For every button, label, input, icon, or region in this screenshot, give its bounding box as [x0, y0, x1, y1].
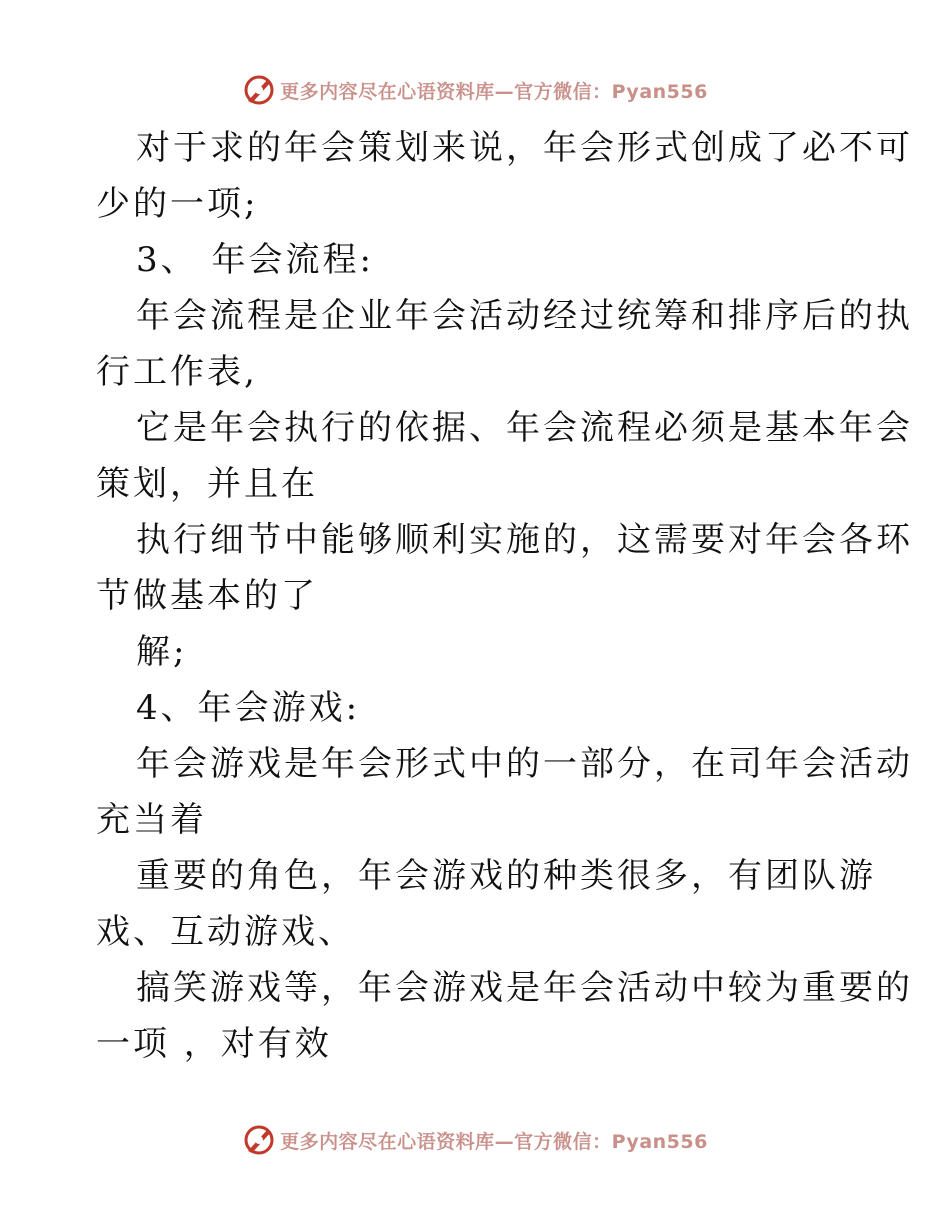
header-banner-text: 更多内容尽在心语资料库—官方微信：Pyan556 [280, 80, 708, 103]
paragraph-line: 行工作表, [96, 352, 258, 392]
section-heading: 3、 年会流程: [136, 240, 374, 280]
paragraph-line: 它是年会执行的依据、年会流程必须是基本年会 [136, 408, 913, 448]
paragraph-line: 年会游戏是年会形式中的一部分，在司年会活动 [136, 744, 913, 784]
paragraph-line: 策划，并且在 [96, 464, 318, 504]
quill-seal-icon [242, 1123, 276, 1157]
paragraph-line: 年会流程是企业年会活动经过统筹和排序后的执 [136, 296, 913, 336]
footer-banner-text: 更多内容尽在心语资料库—官方微信：Pyan556 [280, 1130, 708, 1153]
paragraph-line: 节做基本的了 [96, 576, 318, 616]
document-body [96, 120, 913, 1072]
paragraph-line: 少的一项; [96, 184, 259, 224]
paragraph-line: 解; [136, 632, 188, 672]
paragraph-line: 充当着 [96, 800, 207, 840]
paragraph-line: 执行细节中能够顺利实施的，这需要对年会各环 [136, 520, 913, 560]
paragraph-line: 戏、互动游戏、 [96, 912, 355, 952]
paragraph-line: 搞笑游戏等，年会游戏是年会活动中较为重要的 [136, 968, 913, 1008]
quill-seal-icon [242, 73, 276, 107]
header-banner [0, 70, 950, 110]
footer-banner [0, 1120, 950, 1160]
paragraph-line: 重要的角色，年会游戏的种类很多，有团队游 [136, 856, 876, 896]
paragraph-line: 对于求的年会策划来说，年会形式创成了必不可 [136, 128, 913, 168]
section-heading: 4、年会游戏: [136, 688, 361, 728]
paragraph-line: 一项 ，对有效 [96, 1024, 332, 1064]
